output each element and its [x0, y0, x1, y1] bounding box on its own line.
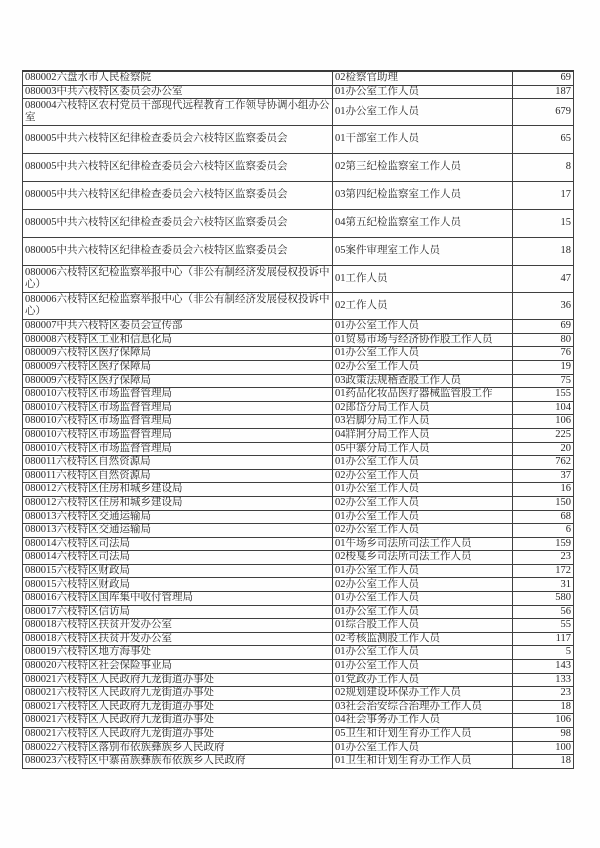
org-cell: 080012六枝特区住房和城乡建设局: [23, 483, 333, 497]
org-cell: 080005中共六枝特区纪律检查委员会六枝特区监察委员会: [23, 182, 333, 210]
count-cell: 225: [513, 428, 574, 442]
count-cell: 47: [513, 266, 574, 293]
org-cell: 080003中共六枝特区委员会办公室: [23, 85, 333, 99]
table-row: [23, 605, 574, 619]
position-cell: 02办公室工作人员: [333, 524, 513, 538]
count-cell: 75: [513, 374, 574, 388]
org-cell: 080004六枝特区农村党员干部现代远程教育工作领导协调小组办公室: [23, 99, 333, 126]
org-cell: 080009六枝特区医疗保障局: [23, 374, 333, 388]
count-cell: 65: [513, 126, 574, 154]
position-cell: 04牂牁分局工作人员: [333, 428, 513, 442]
table-row: [23, 442, 574, 456]
position-cell: 02办公室工作人员: [333, 360, 513, 374]
count-cell: 100: [513, 741, 574, 755]
count-cell: 133: [513, 673, 574, 687]
org-cell: 080019六枝特区地方海事处: [23, 646, 333, 660]
count-cell: 8: [513, 154, 574, 182]
org-cell: 080011六枝特区自然资源局: [23, 469, 333, 483]
count-cell: 6: [513, 524, 574, 538]
table-row: [23, 524, 574, 538]
count-cell: 104: [513, 401, 574, 415]
org-cell: 080021六枝特区人民政府九龙街道办事处: [23, 700, 333, 714]
table-row: [23, 238, 574, 266]
position-cell: 02考核监测股工作人员: [333, 632, 513, 646]
count-cell: 580: [513, 592, 574, 606]
position-cell: 02第三纪检监察室工作人员: [333, 154, 513, 182]
org-cell: 080017六枝特区信访局: [23, 605, 333, 619]
org-cell: 080011六枝特区自然资源局: [23, 456, 333, 470]
positions-table: [22, 70, 574, 769]
table-row: [23, 755, 574, 769]
count-cell: 117: [513, 632, 574, 646]
table-row: [23, 360, 574, 374]
position-cell: 02办公室工作人员: [333, 496, 513, 510]
table-row: [23, 401, 574, 415]
org-cell: 080020六枝特区社会保险事业局: [23, 660, 333, 674]
org-cell: 080023六枝特区中寨苗族彝族布依族乡人民政府: [23, 755, 333, 769]
count-cell: 16: [513, 483, 574, 497]
org-cell: 080010六枝特区市场监督管理局: [23, 428, 333, 442]
count-cell: 18: [513, 238, 574, 266]
count-cell: 68: [513, 510, 574, 524]
count-cell: 36: [513, 293, 574, 320]
position-cell: 01办公室工作人员: [333, 592, 513, 606]
count-cell: 76: [513, 347, 574, 361]
org-cell: 080006六枝特区纪检监察举报中心（非公有制经济发展侵权投诉中心）: [23, 293, 333, 320]
position-cell: 01党政办工作人员: [333, 673, 513, 687]
position-cell: 01办公室工作人员: [333, 320, 513, 334]
table-row: [23, 673, 574, 687]
table-row: [23, 592, 574, 606]
position-cell: 02规划建设环保办工作人员: [333, 687, 513, 701]
position-cell: 04第五纪检监察室工作人员: [333, 210, 513, 238]
count-cell: 31: [513, 578, 574, 592]
count-cell: 80: [513, 333, 574, 347]
table-row: [23, 728, 574, 742]
count-cell: 56: [513, 605, 574, 619]
position-cell: 05卫生和计划生育办工作人员: [333, 728, 513, 742]
position-cell: 02办公室工作人员: [333, 578, 513, 592]
count-cell: 20: [513, 442, 574, 456]
position-cell: 01办公室工作人员: [333, 660, 513, 674]
table-row: [23, 510, 574, 524]
count-cell: 18: [513, 755, 574, 769]
org-cell: 080015六枝特区财政局: [23, 564, 333, 578]
table-body: [23, 71, 574, 768]
position-cell: 01办公室工作人员: [333, 99, 513, 126]
table-row: [23, 126, 574, 154]
org-cell: 080021六枝特区人民政府九龙街道办事处: [23, 687, 333, 701]
position-cell: 05中寨分局工作人员: [333, 442, 513, 456]
table-row: [23, 347, 574, 361]
org-cell: 080008六枝特区工业和信息化局: [23, 333, 333, 347]
table-row: [23, 700, 574, 714]
org-cell: 080021六枝特区人民政府九龙街道办事处: [23, 728, 333, 742]
org-cell: 080021六枝特区人民政府九龙街道办事处: [23, 714, 333, 728]
count-cell: 55: [513, 619, 574, 633]
table-row: [23, 415, 574, 429]
org-cell: 080010六枝特区市场监督管理局: [23, 388, 333, 402]
table-row: [23, 333, 574, 347]
table-row: [23, 619, 574, 633]
table-row: [23, 99, 574, 126]
table-row: [23, 154, 574, 182]
count-cell: 172: [513, 564, 574, 578]
position-cell: 02办公室工作人员: [333, 469, 513, 483]
position-cell: 02工作人员: [333, 293, 513, 320]
position-cell: 01办公室工作人员: [333, 456, 513, 470]
position-cell: 02检察官助理: [333, 71, 513, 85]
org-cell: 080013六枝特区交通运输局: [23, 524, 333, 538]
table-row: [23, 646, 574, 660]
count-cell: 69: [513, 71, 574, 85]
table-row: [23, 210, 574, 238]
org-cell: 080018六枝特区扶贫开发办公室: [23, 619, 333, 633]
table-row: [23, 632, 574, 646]
org-cell: 080021六枝特区人民政府九龙街道办事处: [23, 673, 333, 687]
count-cell: 23: [513, 687, 574, 701]
position-cell: 03第四纪检监察室工作人员: [333, 182, 513, 210]
count-cell: 155: [513, 388, 574, 402]
table-row: [23, 456, 574, 470]
count-cell: 150: [513, 496, 574, 510]
table-row: [23, 496, 574, 510]
count-cell: 679: [513, 99, 574, 126]
position-cell: 01贸易市场与经济协作股工作人员: [333, 333, 513, 347]
table-row: [23, 85, 574, 99]
count-cell: 762: [513, 456, 574, 470]
org-cell: 080005中共六枝特区纪律检查委员会六枝特区监察委员会: [23, 238, 333, 266]
org-cell: 080015六枝特区财政局: [23, 578, 333, 592]
table-row: [23, 374, 574, 388]
org-cell: 080022六枝特区落别布依族彝族乡人民政府: [23, 741, 333, 755]
org-cell: 080018六枝特区扶贫开发办公室: [23, 632, 333, 646]
org-cell: 080013六枝特区交通运输局: [23, 510, 333, 524]
position-cell: 01卫生和计划生育办工作人员: [333, 755, 513, 769]
org-cell: 080016六枝特区国库集中收付管理局: [23, 592, 333, 606]
count-cell: 23: [513, 551, 574, 565]
table-row: [23, 71, 574, 85]
position-cell: 01办公室工作人员: [333, 741, 513, 755]
table-row: [23, 320, 574, 334]
table-row: [23, 578, 574, 592]
org-cell: 080010六枝特区市场监督管理局: [23, 442, 333, 456]
table-row: [23, 537, 574, 551]
org-cell: 080014六枝特区司法局: [23, 551, 333, 565]
table-row: [23, 388, 574, 402]
count-cell: 69: [513, 320, 574, 334]
position-cell: 01办公室工作人员: [333, 85, 513, 99]
count-cell: 143: [513, 660, 574, 674]
org-cell: 080012六枝特区住房和城乡建设局: [23, 496, 333, 510]
org-cell: 080005中共六枝特区纪律检查委员会六枝特区监察委员会: [23, 210, 333, 238]
table-row: [23, 687, 574, 701]
position-cell: 01办公室工作人员: [333, 564, 513, 578]
position-cell: 01牛场乡司法所司法工作人员: [333, 537, 513, 551]
position-cell: 01综合股工作人员: [333, 619, 513, 633]
count-cell: 106: [513, 415, 574, 429]
count-cell: 17: [513, 182, 574, 210]
table-row: [23, 469, 574, 483]
table-row: [23, 741, 574, 755]
count-cell: 5: [513, 646, 574, 660]
count-cell: 159: [513, 537, 574, 551]
position-cell: 03社会治安综合治理办工作人员: [333, 700, 513, 714]
position-cell: 01干部室工作人员: [333, 126, 513, 154]
position-cell: 01办公室工作人员: [333, 483, 513, 497]
position-cell: 02郎岱分局工作人员: [333, 401, 513, 415]
org-cell: 080009六枝特区医疗保障局: [23, 347, 333, 361]
org-cell: 080007中共六枝特区委员会宣传部: [23, 320, 333, 334]
position-cell: 02梭戛乡司法所司法工作人员: [333, 551, 513, 565]
table-row: [23, 660, 574, 674]
org-cell: 080005中共六枝特区纪律检查委员会六枝特区监察委员会: [23, 154, 333, 182]
count-cell: 15: [513, 210, 574, 238]
org-cell: 080014六枝特区司法局: [23, 537, 333, 551]
position-cell: 03岩脚分局工作人员: [333, 415, 513, 429]
count-cell: 19: [513, 360, 574, 374]
position-cell: 03政策法规稽查股工作人员: [333, 374, 513, 388]
org-cell: 080010六枝特区市场监督管理局: [23, 415, 333, 429]
position-cell: 01工作人员: [333, 266, 513, 293]
position-cell: 01办公室工作人员: [333, 347, 513, 361]
position-cell: 01办公室工作人员: [333, 510, 513, 524]
org-cell: 080009六枝特区医疗保障局: [23, 360, 333, 374]
count-cell: 106: [513, 714, 574, 728]
org-cell: 080006六枝特区纪检监察举报中心（非公有制经济发展侵权投诉中心）: [23, 266, 333, 293]
org-cell: 080005中共六枝特区纪律检查委员会六枝特区监察委员会: [23, 126, 333, 154]
position-cell: 05案件审理室工作人员: [333, 238, 513, 266]
org-cell: 080010六枝特区市场监督管理局: [23, 401, 333, 415]
table-row: [23, 182, 574, 210]
count-cell: 187: [513, 85, 574, 99]
position-cell: 04社会事务办工作人员: [333, 714, 513, 728]
table-row: [23, 714, 574, 728]
position-cell: 01药品化妆品医疗器械监管股工作: [333, 388, 513, 402]
table-row: [23, 293, 574, 320]
table-row: [23, 551, 574, 565]
org-cell: 080002六盘水市人民检察院: [23, 71, 333, 85]
count-cell: 18: [513, 700, 574, 714]
position-cell: 01办公室工作人员: [333, 605, 513, 619]
position-cell: 01办公室工作人员: [333, 646, 513, 660]
table-row: [23, 483, 574, 497]
table-row: [23, 564, 574, 578]
table-row: [23, 266, 574, 293]
count-cell: 37: [513, 469, 574, 483]
table-row: [23, 428, 574, 442]
count-cell: 98: [513, 728, 574, 742]
